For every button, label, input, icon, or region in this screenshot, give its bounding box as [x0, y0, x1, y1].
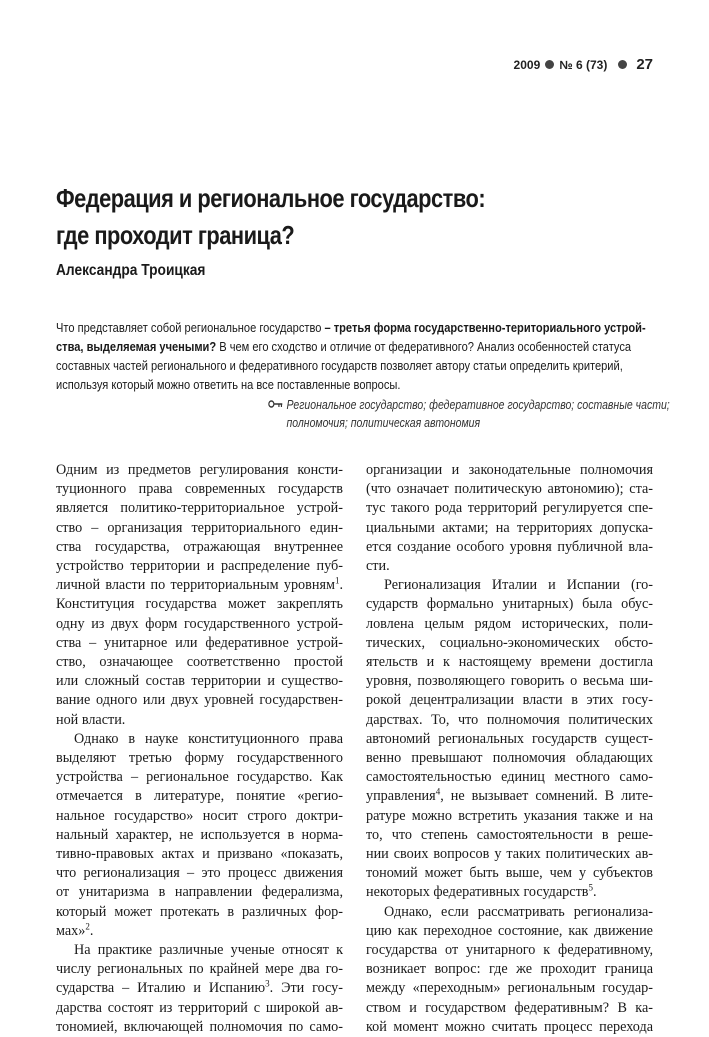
body-line: дарствах. То, что полномочия политических: [366, 711, 653, 728]
body-line: автономий региональных государств сущест-: [366, 730, 653, 747]
body-line: числу региональных по крайней мере два го-: [56, 961, 343, 978]
body-text: управления: [366, 788, 436, 805]
body-line: ство – организация территориального един-: [56, 519, 343, 536]
body-line: который может протекать в различных фор-: [56, 903, 343, 920]
keywords-block: [268, 396, 670, 432]
body-line: ловлена целым рядом исторических, поли-: [366, 615, 653, 632]
body-text: .: [89, 922, 94, 939]
title-line-1: Федерация и региональное государство:: [56, 183, 486, 213]
body-line: является политико-территориальное устрой-: [56, 500, 343, 517]
body-column-right: [366, 461, 653, 1037]
keywords-line: Региональное государство; федеративное государство; составные части;: [286, 398, 670, 412]
bullet-icon: [618, 60, 627, 69]
body-line: венно превышают полномочия обладающих: [366, 750, 653, 767]
body-line: тус такого рода территорий регулируется спе-: [366, 500, 653, 517]
body-line: нальный характер, не используется в норма-: [56, 826, 343, 843]
body-line: цию как переходное состояние, как движение: [366, 922, 653, 939]
body-text: некоторых федеративных государств: [366, 884, 589, 901]
body-line: ство, означающее соответственно простой: [56, 654, 343, 671]
body-line: выделяют третью форму государственного: [56, 750, 343, 767]
body-line: сударств формально унитарных) была обус-: [366, 596, 653, 613]
body-line: нии своих вопросов у таких политических ав-: [366, 846, 653, 863]
body-column-left: [56, 461, 343, 1037]
body-line: рокой децентрализации власти в этих госу-: [366, 692, 653, 709]
body-line: или сложный состав территории и существо-: [56, 673, 343, 690]
body-line: сти.: [366, 558, 390, 575]
body-text: сударства – Италию и Испанию: [56, 980, 266, 997]
abstract-line: [56, 318, 653, 337]
issue-number: № 6 (73): [559, 57, 608, 72]
title-line-2: где проходит граница?: [56, 220, 295, 250]
body-line: между «переходным» региональным государ-: [366, 980, 653, 997]
author-name: Александра Троицкая: [56, 262, 206, 279]
body-line: ной власти.: [56, 711, 126, 728]
footnote-ref: 1: [334, 575, 340, 586]
body-line: ется создание особого уровня публичной вла-: [366, 538, 653, 555]
body-line: отмечается в литературе, понятие «регио-: [56, 788, 343, 805]
body-line: [56, 576, 343, 595]
body-line: уровня, позволяющего говорить о весьма ши-: [366, 673, 653, 690]
abstract-highlight: ства, выделяемая учеными?: [56, 339, 217, 354]
body-line: Однако в науке конституционного права: [74, 730, 343, 747]
body-line: устройства – региональное государство. Как: [56, 769, 343, 786]
body-line: возникает вопрос: где же проходит граница: [366, 961, 653, 978]
body-line: тономий может быть выше, чем у субъектов: [366, 865, 653, 882]
body-line: самостоятельностью единиц местного само-: [366, 769, 653, 786]
body-line: нальное государство» носит строго доктри-: [56, 807, 343, 824]
body-line: вание одного или двух уровней государствен-: [56, 692, 343, 709]
running-head: [514, 56, 653, 73]
body-line: государства от унитарного к федеративному,: [366, 942, 653, 959]
body-line: ством и государством федеративным? В ка-: [366, 999, 653, 1016]
abstract-line: используя который можно ответить на все поставленные вопросы.: [56, 377, 401, 392]
key-icon: [268, 399, 283, 409]
body-line: [56, 979, 343, 998]
issue-year: 2009: [513, 57, 541, 72]
bullet-icon: [545, 60, 554, 69]
abstract: [56, 318, 653, 394]
body-line: На практике различные ученые относят к: [74, 942, 343, 959]
body-line: Одним из предметов регулирования консти-: [56, 462, 343, 478]
body-line: дарства состоят из территорий с широкой ав-: [56, 999, 343, 1016]
body-text: . Эти госу-: [269, 980, 343, 997]
abstract-highlight: – третья форма государственно-териториального устрой-: [321, 320, 646, 335]
footnote-ref: 2: [85, 921, 90, 932]
body-line: ратуре можно встретить указания также и на: [366, 807, 653, 824]
body-text: личной власти по территориальным уровням: [56, 577, 335, 594]
abstract-text: Что представляет собой региональное государство: [56, 320, 322, 335]
body-line: одну из двух форм государственного устрой-: [56, 615, 343, 632]
body-line: тивно-правовых актах и призвано «показать,: [56, 846, 343, 863]
footnote-ref: 3: [265, 978, 270, 989]
keywords-line: полномочия; политическая автономия: [286, 416, 481, 430]
body-line: [56, 922, 343, 941]
abstract-text: В чем его сходство и отличие от федеративного? Анализ особенностей статуса: [216, 339, 632, 354]
body-line: что регионализация – это процесс движения: [56, 865, 343, 882]
body-text: .: [592, 884, 597, 901]
body-line: организации и законодательные полномочия: [366, 462, 653, 478]
body-line: Конституция государства может закреплять: [56, 596, 343, 613]
page-number: 27: [636, 56, 653, 73]
body-line: [366, 883, 653, 902]
body-line: (что означает политическую автономию); ста-: [366, 481, 653, 498]
body-line: циальными актами; на территориях допуска-: [366, 519, 653, 536]
body-line: Регионализация Италии и Испании (го-: [384, 577, 653, 594]
footnote-ref: 5: [588, 882, 593, 893]
body-line: туционного права современных государств: [56, 481, 343, 498]
keywords-text: [268, 396, 670, 432]
body-line: ства государства, отражающая внутреннее: [56, 538, 343, 555]
body-text: .: [339, 577, 343, 594]
abstract-line: составных частей регионального и федеративного государств позволяет автору статьи определить критерий,: [56, 358, 623, 373]
body-text: мах»: [56, 922, 86, 939]
article-title: [56, 180, 560, 254]
body-line: ства – унитарное или федеративное устрой-: [56, 634, 343, 651]
body-line: тономией, включающей полномочия по само-: [56, 1018, 343, 1035]
body-text: , не вызывает сомнений. В лите-: [440, 788, 653, 805]
body-line: от унитаризма в направлении федерализма,: [56, 884, 343, 901]
body-line: ятельств и к настоящему времени достигла: [366, 654, 653, 671]
body-line: тических, социально-экономических обсто-: [366, 634, 653, 651]
body-line: устройство территории и распределение пуб-: [56, 558, 343, 575]
body-line: кой момент можно считать процесс перехода: [366, 1018, 653, 1035]
body-line: [366, 787, 653, 806]
body-line: Однако, если рассматривать регионализа-: [384, 903, 653, 920]
body-line: то, что степень самостоятельности в реше-: [366, 826, 653, 843]
abstract-line: [56, 337, 653, 356]
footnote-ref: 4: [435, 786, 441, 797]
